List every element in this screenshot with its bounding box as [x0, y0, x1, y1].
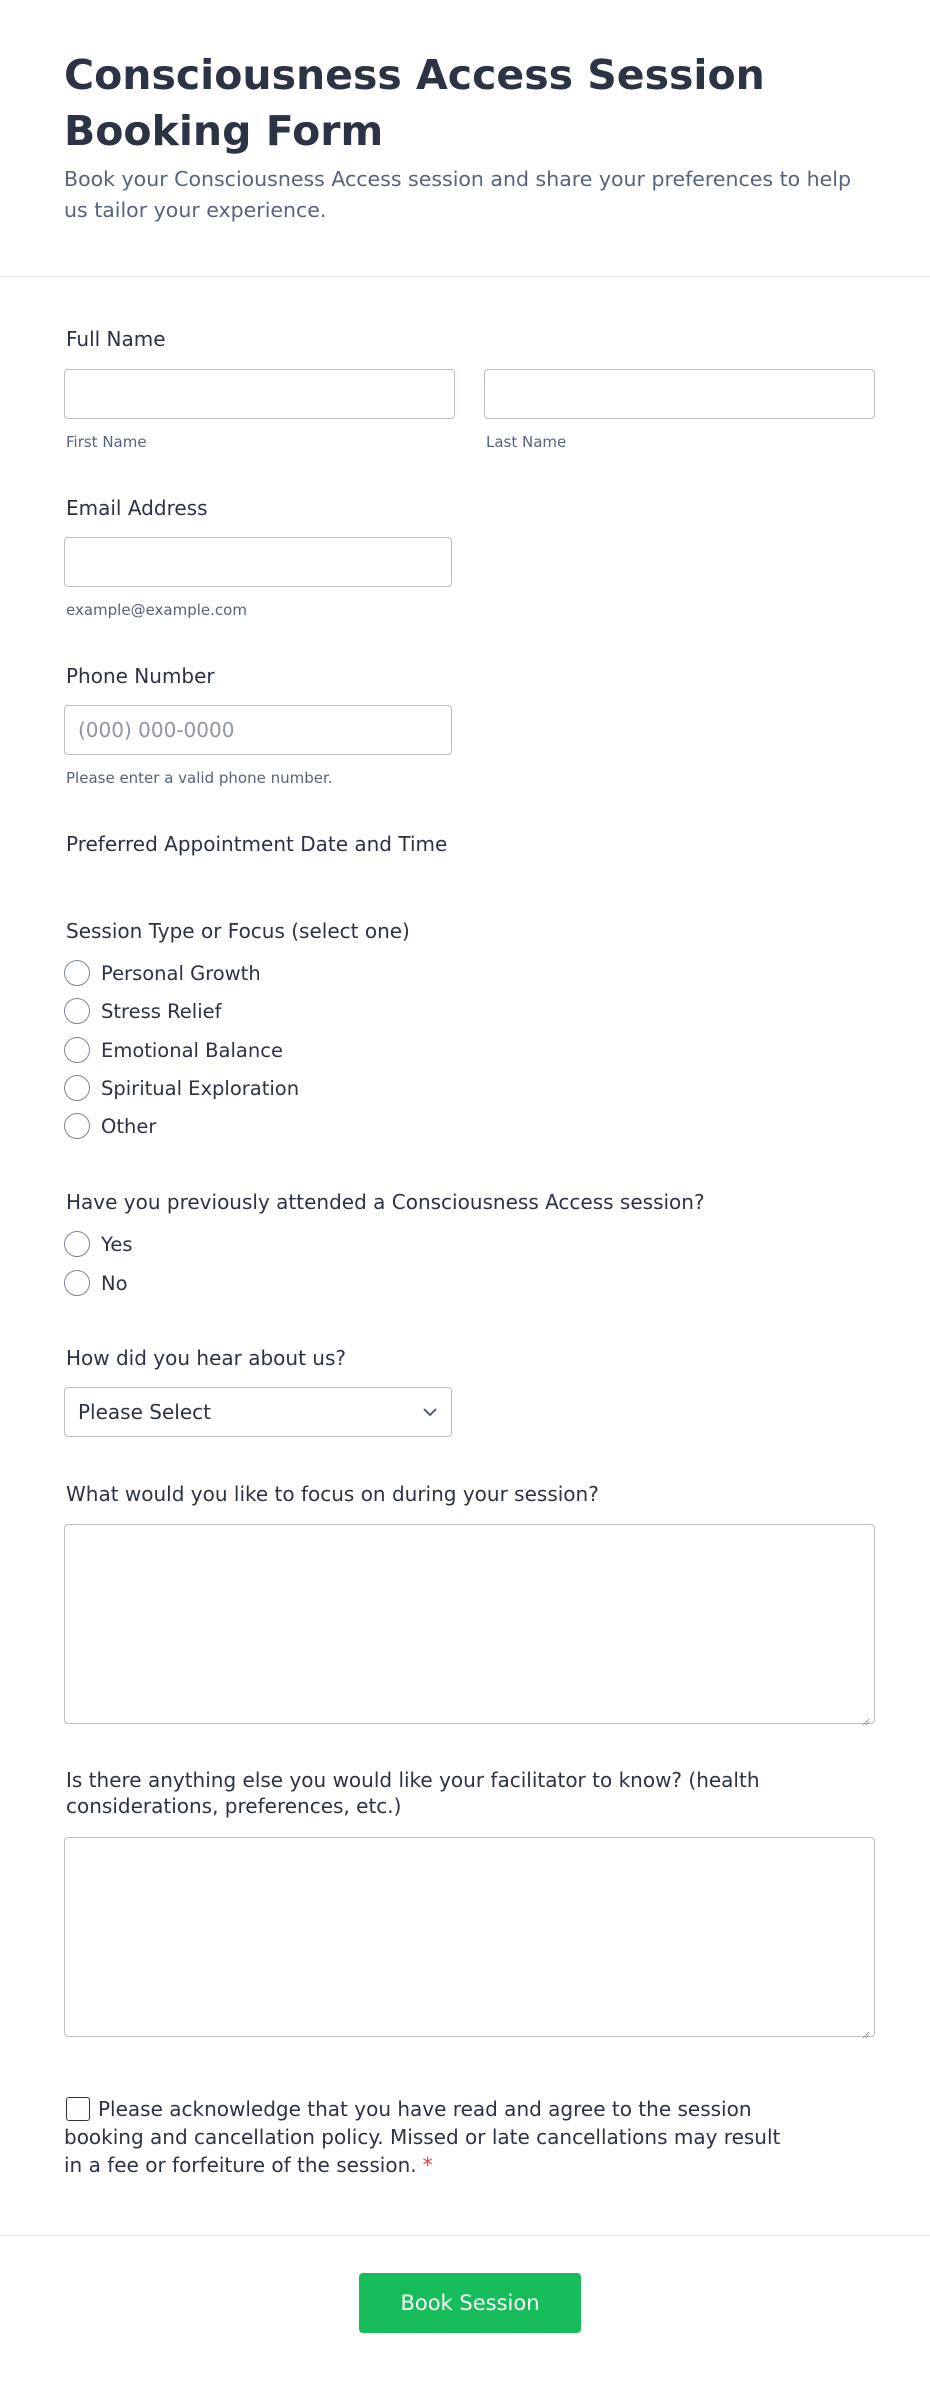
chevron-down-icon [422, 1404, 438, 1420]
resize-handle-icon[interactable] [860, 2024, 870, 2034]
session-type-option-stress-relief[interactable] [64, 997, 222, 1025]
email-sublabel: example@example.com [66, 601, 247, 619]
session-type-label: Session Type or Focus (select one) [66, 919, 410, 943]
radio-label: Emotional Balance [101, 1038, 283, 1062]
book-session-button[interactable]: Book Session [359, 2273, 581, 2333]
radio-label: Other [101, 1114, 157, 1138]
first-name-sublabel: First Name [66, 433, 147, 451]
radio-circle-icon[interactable] [64, 1075, 90, 1101]
required-mark: * [422, 2153, 433, 2177]
radio-label: Yes [101, 1232, 133, 1256]
attended-option-no[interactable] [64, 1269, 128, 1297]
notes-label: Is there anything else you would like your facilitator to know? (health considerations, preferences, etc.) [66, 1768, 760, 1818]
radio-circle-icon[interactable] [64, 1113, 90, 1139]
focus-label: What would you like to focus on during your session? [66, 1482, 599, 1506]
attended-label: Have you previously attended a Consciousness Access session? [66, 1190, 705, 1214]
radio-label: Personal Growth [101, 961, 261, 985]
radio-circle-icon[interactable] [64, 1037, 90, 1063]
referral-label: How did you hear about us? [66, 1346, 346, 1370]
consent-text: Please acknowledge that you have read and agree to the session booking and cancellation policy. Missed or late cancellations may result in a fee or forfeiture of the session. [64, 2097, 781, 2177]
footer-divider [0, 2235, 930, 2236]
phone-sublabel: Please enter a valid phone number. [66, 769, 333, 787]
consent-checkbox[interactable] [66, 2097, 90, 2121]
first-name-input[interactable] [64, 369, 455, 419]
full-name-label: Full Name [66, 327, 166, 351]
session-type-option-personal-growth[interactable] [64, 959, 261, 987]
notes-textarea[interactable] [64, 1837, 875, 2037]
referral-select[interactable] [64, 1387, 452, 1437]
referral-select-value: Please Select [78, 1400, 211, 1424]
resize-handle-icon[interactable] [860, 1711, 870, 1721]
session-type-option-spiritual-exploration[interactable] [64, 1074, 299, 1102]
page-title: Consciousness Access Session Booking Form [64, 51, 765, 155]
radio-circle-icon[interactable] [64, 998, 90, 1024]
page-subtitle: Book your Consciousness Access session and share your preferences to help us tailor your experience. [64, 167, 851, 222]
radio-circle-icon[interactable] [64, 1231, 90, 1257]
phone-label: Phone Number [66, 664, 215, 688]
focus-textarea[interactable] [64, 1524, 875, 1724]
session-type-option-emotional-balance[interactable] [64, 1036, 283, 1064]
session-type-option-other[interactable] [64, 1112, 156, 1140]
radio-circle-icon[interactable] [64, 960, 90, 986]
last-name-input[interactable] [484, 369, 875, 419]
radio-label: No [101, 1271, 128, 1295]
consent-block [64, 2095, 784, 2179]
form-header [0, 0, 930, 277]
last-name-sublabel: Last Name [486, 433, 567, 451]
radio-label: Stress Relief [101, 999, 222, 1023]
email-input[interactable] [64, 537, 452, 587]
phone-input[interactable] [64, 705, 452, 755]
email-label: Email Address [66, 496, 208, 520]
attended-option-yes[interactable] [64, 1230, 132, 1258]
appointment-label: Preferred Appointment Date and Time [66, 832, 448, 856]
radio-label: Spiritual Exploration [101, 1076, 300, 1100]
radio-circle-icon[interactable] [64, 1270, 90, 1296]
